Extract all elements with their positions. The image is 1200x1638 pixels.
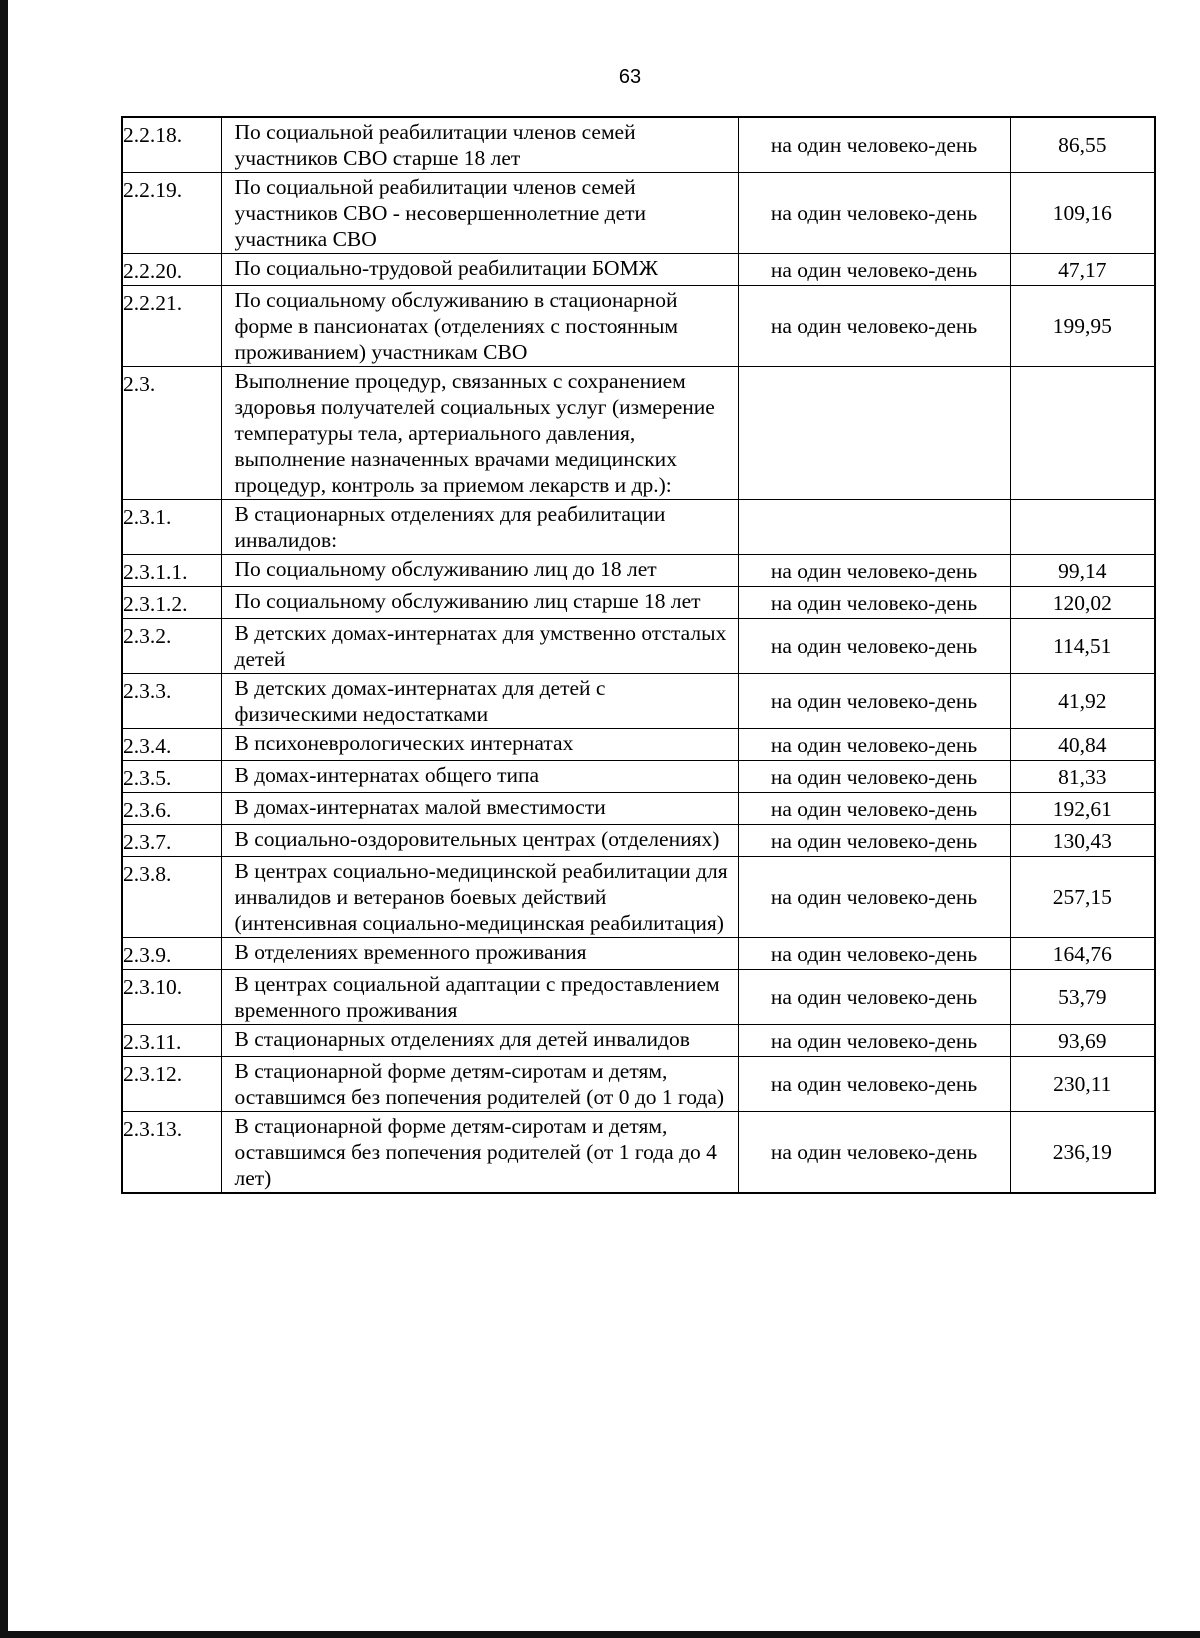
row-number-cell: 2.3.8. xyxy=(122,857,221,938)
tariff-value-cell: 257,15 xyxy=(1010,857,1155,938)
row-number-cell: 2.3.13. xyxy=(122,1112,221,1194)
row-number-cell: 2.3.10. xyxy=(122,970,221,1025)
tariff-value-cell: 164,76 xyxy=(1010,938,1155,970)
table-row xyxy=(122,1025,1155,1057)
unit-cell: на один человеко-день xyxy=(738,117,1010,173)
tariff-value-cell: 199,95 xyxy=(1010,286,1155,367)
service-name-cell: В психоневрологических интернатах xyxy=(221,729,738,761)
tariff-value-cell: 120,02 xyxy=(1010,587,1155,619)
service-name-cell: По социальному обслуживанию лиц до 18 лет xyxy=(221,555,738,587)
table-row xyxy=(122,1112,1155,1194)
service-name-cell: По социальной реабилитации членов семей участников СВО - несовершеннолетние дети участника СВО xyxy=(221,173,738,254)
unit-cell xyxy=(738,500,1010,555)
row-number-cell: 2.2.20. xyxy=(122,254,221,286)
service-name-cell: В стационарных отделениях для реабилитации инвалидов: xyxy=(221,500,738,555)
tariff-value-cell: 86,55 xyxy=(1010,117,1155,173)
row-number-cell: 2.3. xyxy=(122,367,221,500)
service-name-cell: По социальной реабилитации членов семей участников СВО старше 18 лет xyxy=(221,117,738,173)
service-name-cell: Выполнение процедур, связанных с сохранением здоровья получателей социальных услуг (измерение температуры тела, артериального давления, выполнение назначенных врачами медицинских процедур, контроль за приемом лекарств и др.): xyxy=(221,367,738,500)
service-name-cell: В домах-интернатах общего типа xyxy=(221,761,738,793)
row-number-cell: 2.3.11. xyxy=(122,1025,221,1057)
table-row xyxy=(122,1057,1155,1112)
unit-cell: на один человеко-день xyxy=(738,254,1010,286)
unit-cell: на один человеко-день xyxy=(738,555,1010,587)
tariff-value-cell: 236,19 xyxy=(1010,1112,1155,1194)
row-number-cell: 2.3.9. xyxy=(122,938,221,970)
unit-cell: на один человеко-день xyxy=(738,1112,1010,1194)
table-row xyxy=(122,555,1155,587)
unit-cell: на один человеко-день xyxy=(738,173,1010,254)
row-number-cell: 2.3.5. xyxy=(122,761,221,793)
table-row xyxy=(122,793,1155,825)
row-number-cell: 2.3.1. xyxy=(122,500,221,555)
tariff-value-cell xyxy=(1010,367,1155,500)
table-row xyxy=(122,674,1155,729)
table-row xyxy=(122,173,1155,254)
row-number-cell: 2.3.7. xyxy=(122,825,221,857)
table-body xyxy=(122,117,1155,1193)
service-name-cell: В детских домах-интернатах для детей с физическими недостатками xyxy=(221,674,738,729)
unit-cell: на один человеко-день xyxy=(738,825,1010,857)
tariff-value-cell: 93,69 xyxy=(1010,1025,1155,1057)
row-number-cell: 2.3.12. xyxy=(122,1057,221,1112)
unit-cell: на один человеко-день xyxy=(738,761,1010,793)
table-row xyxy=(122,500,1155,555)
unit-cell: на один человеко-день xyxy=(738,1025,1010,1057)
tariff-value-cell xyxy=(1010,500,1155,555)
tariff-value-cell: 40,84 xyxy=(1010,729,1155,761)
table-row xyxy=(122,825,1155,857)
service-name-cell: В центрах социальной адаптации с предоставлением временного проживания xyxy=(221,970,738,1025)
unit-cell: на один человеко-день xyxy=(738,1057,1010,1112)
table-row xyxy=(122,367,1155,500)
table-row xyxy=(122,254,1155,286)
service-name-cell: В центрах социально-медицинской реабилитации для инвалидов и ветеранов боевых действий (интенсивная социально-медицинская реабилитация) xyxy=(221,857,738,938)
table-row xyxy=(122,761,1155,793)
scan-left-border xyxy=(0,0,8,1638)
unit-cell: на один человеко-день xyxy=(738,857,1010,938)
unit-cell: на один человеко-день xyxy=(738,729,1010,761)
service-name-cell: В стационарной форме детям-сиротам и детям, оставшимся без попечения родителей (от 0 до 1 года) xyxy=(221,1057,738,1112)
service-name-cell: В стационарных отделениях для детей инвалидов xyxy=(221,1025,738,1057)
row-number-cell: 2.2.21. xyxy=(122,286,221,367)
service-name-cell: По социально-трудовой реабилитации БОМЖ xyxy=(221,254,738,286)
tariff-value-cell: 99,14 xyxy=(1010,555,1155,587)
unit-cell: на один человеко-день xyxy=(738,286,1010,367)
tariff-value-cell: 41,92 xyxy=(1010,674,1155,729)
row-number-cell: 2.3.4. xyxy=(122,729,221,761)
unit-cell: на один человеко-день xyxy=(738,970,1010,1025)
unit-cell: на один человеко-день xyxy=(738,619,1010,674)
row-number-cell: 2.2.19. xyxy=(122,173,221,254)
tariff-value-cell: 130,43 xyxy=(1010,825,1155,857)
service-name-cell: По социальному обслуживанию лиц старше 18 лет xyxy=(221,587,738,619)
row-number-cell: 2.3.1.1. xyxy=(122,555,221,587)
tariff-value-cell: 47,17 xyxy=(1010,254,1155,286)
unit-cell: на один человеко-день xyxy=(738,793,1010,825)
row-number-cell: 2.3.6. xyxy=(122,793,221,825)
table-row xyxy=(122,117,1155,173)
scan-bottom-border xyxy=(0,1631,1200,1638)
tariff-value-cell: 81,33 xyxy=(1010,761,1155,793)
table-row xyxy=(122,286,1155,367)
page-number: 63 xyxy=(618,66,642,88)
row-number-cell: 2.2.18. xyxy=(122,117,221,173)
unit-cell: на один человеко-день xyxy=(738,938,1010,970)
service-name-cell: В отделениях временного проживания xyxy=(221,938,738,970)
row-number-cell: 2.3.1.2. xyxy=(122,587,221,619)
table-row xyxy=(122,619,1155,674)
tariff-value-cell: 109,16 xyxy=(1010,173,1155,254)
table-row xyxy=(122,729,1155,761)
table-row xyxy=(122,857,1155,938)
row-number-cell: 2.3.2. xyxy=(122,619,221,674)
service-name-cell: В домах-интернатах малой вместимости xyxy=(221,793,738,825)
tariff-value-cell: 192,61 xyxy=(1010,793,1155,825)
table-row xyxy=(122,970,1155,1025)
service-name-cell: В стационарной форме детям-сиротам и детям, оставшимся без попечения родителей (от 1 года до 4 лет) xyxy=(221,1112,738,1194)
tariff-value-cell: 230,11 xyxy=(1010,1057,1155,1112)
tariff-value-cell: 53,79 xyxy=(1010,970,1155,1025)
table-row xyxy=(122,938,1155,970)
row-number-cell: 2.3.3. xyxy=(122,674,221,729)
unit-cell: на один человеко-день xyxy=(738,587,1010,619)
service-name-cell: В детских домах-интернатах для умственно отсталых детей xyxy=(221,619,738,674)
service-name-cell: По социальному обслуживанию в стационарной форме в пансионатах (отделениях с постоянным проживанием) участникам СВО xyxy=(221,286,738,367)
tariff-table xyxy=(121,116,1156,1194)
unit-cell xyxy=(738,367,1010,500)
table-row xyxy=(122,587,1155,619)
tariff-value-cell: 114,51 xyxy=(1010,619,1155,674)
service-name-cell: В социально-оздоровительных центрах (отделениях) xyxy=(221,825,738,857)
unit-cell: на один человеко-день xyxy=(738,674,1010,729)
